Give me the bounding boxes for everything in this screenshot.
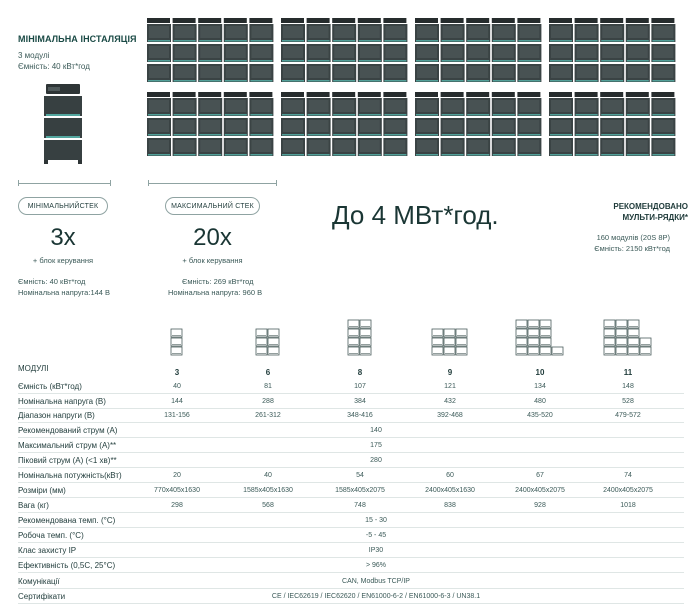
table-cell: 81	[264, 383, 272, 390]
max-stack-voltage: Номінальна напруга: 960 В	[168, 288, 263, 297]
max-stack-plus: + блок керування	[182, 256, 243, 265]
table-cell: 148	[622, 383, 634, 390]
table-cell: 121	[444, 383, 456, 390]
column-head-6: 6	[265, 368, 271, 377]
table-cell: 748	[354, 502, 366, 509]
recommended-modules: 160 модулів (20S 8P)	[596, 233, 670, 242]
table-cell-span: > 96%	[365, 562, 387, 569]
table-cell-span: -5 - 45	[365, 532, 387, 539]
table-cell-span: 15 - 30	[365, 517, 387, 524]
scale-tick	[110, 180, 111, 186]
row-label: Комунікації	[18, 577, 60, 586]
table-cell: 838	[444, 502, 456, 509]
table-cell: 432	[444, 398, 456, 405]
scale-tick	[148, 180, 149, 186]
row-label: Вага (кг)	[18, 501, 49, 510]
min-battery-stack-image	[44, 84, 82, 164]
rack-icon	[171, 329, 182, 355]
max-stack-scale-line	[148, 183, 276, 184]
table-cell: 479-572	[615, 412, 641, 419]
table-cell: 288	[262, 398, 274, 405]
table-cell: 1585x405x1630	[243, 487, 293, 494]
table-cell: 54	[356, 472, 364, 479]
table-row	[18, 529, 684, 543]
table-cell: 568	[262, 502, 274, 509]
max-stack-pill: МАКСИМАЛЬНИЙ СТЕК	[165, 197, 260, 215]
min-install-modules: 3 модулі	[18, 51, 50, 60]
row-label: Номінальна напруга (В)	[18, 397, 106, 406]
table-row	[18, 424, 684, 438]
table-row	[18, 559, 684, 573]
rack-unit	[281, 92, 407, 156]
table-cell: 392-468	[437, 412, 463, 419]
multi-rack-image	[146, 18, 686, 160]
column-rack-icons	[0, 310, 700, 360]
rack-icon	[432, 329, 467, 355]
table-row	[18, 484, 684, 498]
table-cell: 528	[622, 398, 634, 405]
table-row	[18, 469, 684, 483]
scale-tick	[18, 180, 19, 186]
column-head-8: 8	[357, 368, 363, 377]
min-install-title: МІНІМАЛЬНА ІНСТАЛЯЦІЯ	[18, 34, 137, 44]
table-cell-span: 175	[370, 442, 382, 449]
table-cell: 40	[264, 472, 272, 479]
rack-unit	[549, 92, 675, 156]
table-row	[18, 575, 684, 589]
recommended-title: РЕКОМЕНДОВАНО МУЛЬТИ-РЯДКИ*	[613, 202, 688, 222]
table-cell: 480	[534, 398, 546, 405]
rack-icon	[516, 320, 563, 355]
rack-icon	[604, 320, 651, 355]
table-cell: 67	[536, 472, 544, 479]
row-label: Ємність (кВт*год)	[18, 382, 82, 391]
column-head-3: 3	[174, 368, 180, 377]
rack-unit	[281, 18, 407, 82]
table-row	[18, 454, 684, 468]
table-cell: 2400x405x2075	[603, 487, 653, 494]
rack-unit	[147, 18, 273, 82]
column-head-11: 11	[623, 368, 633, 377]
rack-unit	[415, 92, 541, 156]
min-stack-voltage: Номінальна напруга:144 В	[18, 288, 111, 297]
min-stack-plus: + блок керування	[32, 256, 94, 265]
row-label: Максимальний струм (А)**	[18, 441, 117, 450]
table-cell: 20	[173, 472, 181, 479]
rack-icon	[348, 320, 371, 355]
table-cell: 435-520	[527, 412, 553, 419]
max-stack-count: 20x	[193, 224, 232, 251]
table-cell: 40	[173, 383, 181, 390]
row-label: Номінальна потужність(кВт)	[18, 471, 122, 480]
scale-tick	[276, 180, 277, 186]
table-cell: 131-156	[164, 412, 190, 419]
table-row	[18, 439, 684, 453]
row-label: Сертифікати	[18, 592, 66, 601]
row-label: Діапазон напруги (В)	[18, 411, 95, 420]
recommended-capacity: Ємність: 2150 кВт*год	[594, 244, 670, 253]
rack-unit	[147, 92, 273, 156]
table-cell: 384	[354, 398, 366, 405]
min-stack-capacity: Ємність: 40 кВт*год	[18, 277, 86, 286]
column-head-9: 9	[447, 368, 453, 377]
table-cell-span: CE / IEC62619 / IEC62620 / EN61000-6-2 / EN61000-6-3 / UN38.1	[271, 593, 481, 600]
table-cell: 261-312	[255, 412, 281, 419]
row-label: Робоча темп. (°C)	[18, 531, 84, 540]
min-stack-count: 3x	[50, 224, 76, 251]
table-row	[18, 409, 684, 423]
table-cell-span: CAN, Modbus TCP/IP	[342, 578, 410, 585]
table-cell: 74	[624, 472, 632, 479]
row-label: Піковий струм (А) (<1 хв)**	[18, 456, 117, 465]
column-head-10: 10	[535, 368, 545, 377]
table-cell: 134	[534, 383, 546, 390]
table-cell-span: IP30	[368, 547, 384, 554]
min-stack-scale-line	[18, 183, 110, 184]
row-label: Рекомендований струм (А)	[18, 426, 118, 435]
table-cell: 770x405x1630	[154, 487, 200, 494]
table-cell-span: 280	[370, 457, 382, 464]
table-cell: 60	[446, 472, 454, 479]
row-label: Рекомендована темп. (°C)	[18, 516, 116, 525]
table-cell-span: 140	[370, 427, 382, 434]
rack-icon	[256, 329, 279, 355]
min-install-capacity: Ємність: 40 кВт*год	[18, 62, 90, 71]
table-cell: 2400x405x2075	[515, 487, 565, 494]
rack-unit	[549, 18, 675, 82]
rack-unit	[415, 18, 541, 82]
table-row	[18, 544, 684, 558]
table-cell: 107	[354, 383, 366, 390]
row-label: Розміри (мм)	[18, 486, 66, 495]
table-row	[18, 590, 684, 604]
table-row	[18, 514, 684, 528]
row-label: Клас захисту IP	[18, 546, 77, 555]
table-cell: 928	[534, 502, 546, 509]
max-stack-capacity: Ємність: 269 кВт*год	[182, 277, 254, 286]
table-cell: 348-416	[347, 412, 373, 419]
table-cell: 144	[171, 398, 183, 405]
table-row	[18, 395, 684, 409]
table-cell: 298	[171, 502, 183, 509]
table-cell: 2400x405x1630	[425, 487, 475, 494]
min-stack-pill: МІНІМАЛЬНИЙСТЕК	[18, 197, 108, 215]
headline-capacity: До 4 МВт*год.	[332, 200, 499, 230]
modules-label: МОДУЛІ	[18, 364, 49, 373]
table-cell: 1585x405x2075	[335, 487, 385, 494]
table-row	[18, 380, 684, 394]
table-row	[18, 499, 684, 513]
row-label: Ефективність (0,5C, 25°C)	[18, 561, 116, 570]
table-cell: 1018	[620, 502, 636, 509]
